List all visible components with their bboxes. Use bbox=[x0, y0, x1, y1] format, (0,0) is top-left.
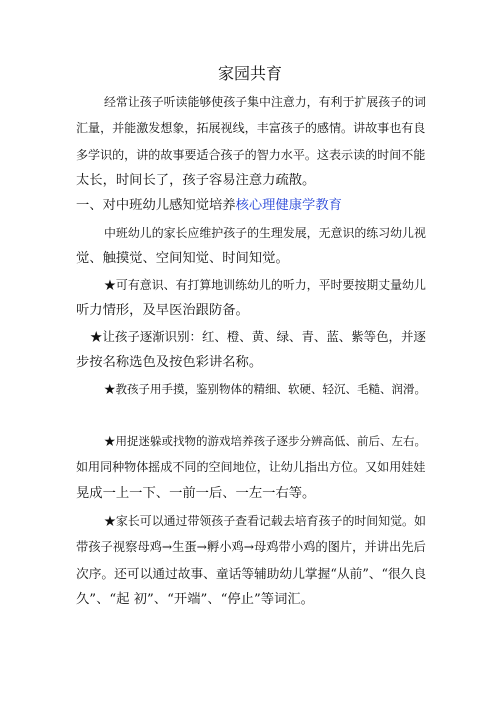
paragraph-1-line-4: 太长，时间长了，孩子容易注意力疏散。 bbox=[76, 173, 316, 188]
paragraph-6-line-2: 如用同种物体摇成不同的空间地位，让幼儿指出方位。又如用娃娃 bbox=[76, 460, 426, 474]
section-heading bbox=[76, 197, 342, 215]
section-heading-text: 一、对中班幼儿感知觉培养 bbox=[76, 198, 236, 213]
paragraph-2-line-2: 觉、触摸觉、空间知觉、时间知觉。 bbox=[76, 251, 289, 266]
heading-link[interactable]: 核心理健康学教育 bbox=[235, 198, 342, 213]
paragraph-6-line-3: 晃成一上一下、一前一后、一左一右等。 bbox=[76, 486, 316, 501]
paragraph-1-line-3: 多学识的，讲的故事要适合孩子的智力水平。这表示读的时间不能 bbox=[76, 148, 426, 162]
paragraph-3-line-1: ★可有意识、有打算地训练幼儿的听力，平时要按期丈量幼儿 bbox=[104, 278, 426, 292]
paragraph-1-line-2: 汇量，并能激发想象，拓展视线，丰富孩子的感情。讲故事也有良 bbox=[76, 121, 426, 135]
paragraph-7-line-3: 次序。还可以通过故事、童话等辅助幼儿掌握“从前”、“很久良 bbox=[76, 566, 427, 581]
paragraph-6-line-1: ★用捉迷躲或找物的游戏培养孩子逐步分辨高低、前后、左右。 bbox=[104, 434, 426, 448]
paragraph-4-line-2: 步按名称选色及按色彩讲名称。 bbox=[76, 355, 263, 370]
paragraph-1-line-1: 经常让孩子听读能够使孩子集中注意力，有利于扩展孩子的词 bbox=[104, 95, 426, 109]
paragraph-3-line-2: 听力情形，及早医治跟防备。 bbox=[76, 303, 249, 318]
paragraph-7-line-2: 带孩子视察母鸡→生蛋→孵小鸡→母鸡带小鸡的图片，并讲出先后 bbox=[76, 540, 426, 554]
document-title: 家园共育 bbox=[217, 64, 282, 83]
paragraph-7-line-1: ★家长可以通过带领孩子查看记载去培育孩子的时间知觉。如 bbox=[104, 514, 426, 528]
paragraph-5-line-1: ★教孩子用手摸，鉴别物体的精细、软硬、轻沉、毛糙、润滑。 bbox=[104, 382, 426, 396]
paragraph-2-line-1: 中班幼儿的家长应维护孩子的生理发展，无意识的练习幼儿视 bbox=[104, 226, 426, 240]
paragraph-7-line-4: 久”、“起 初”、“开端”、“停止”等词汇。 bbox=[76, 592, 314, 607]
paragraph-4-line-1: ★让孩子逐渐识别：红、橙、黄、绿、青、蓝、紫等色，并逐 bbox=[90, 329, 426, 344]
